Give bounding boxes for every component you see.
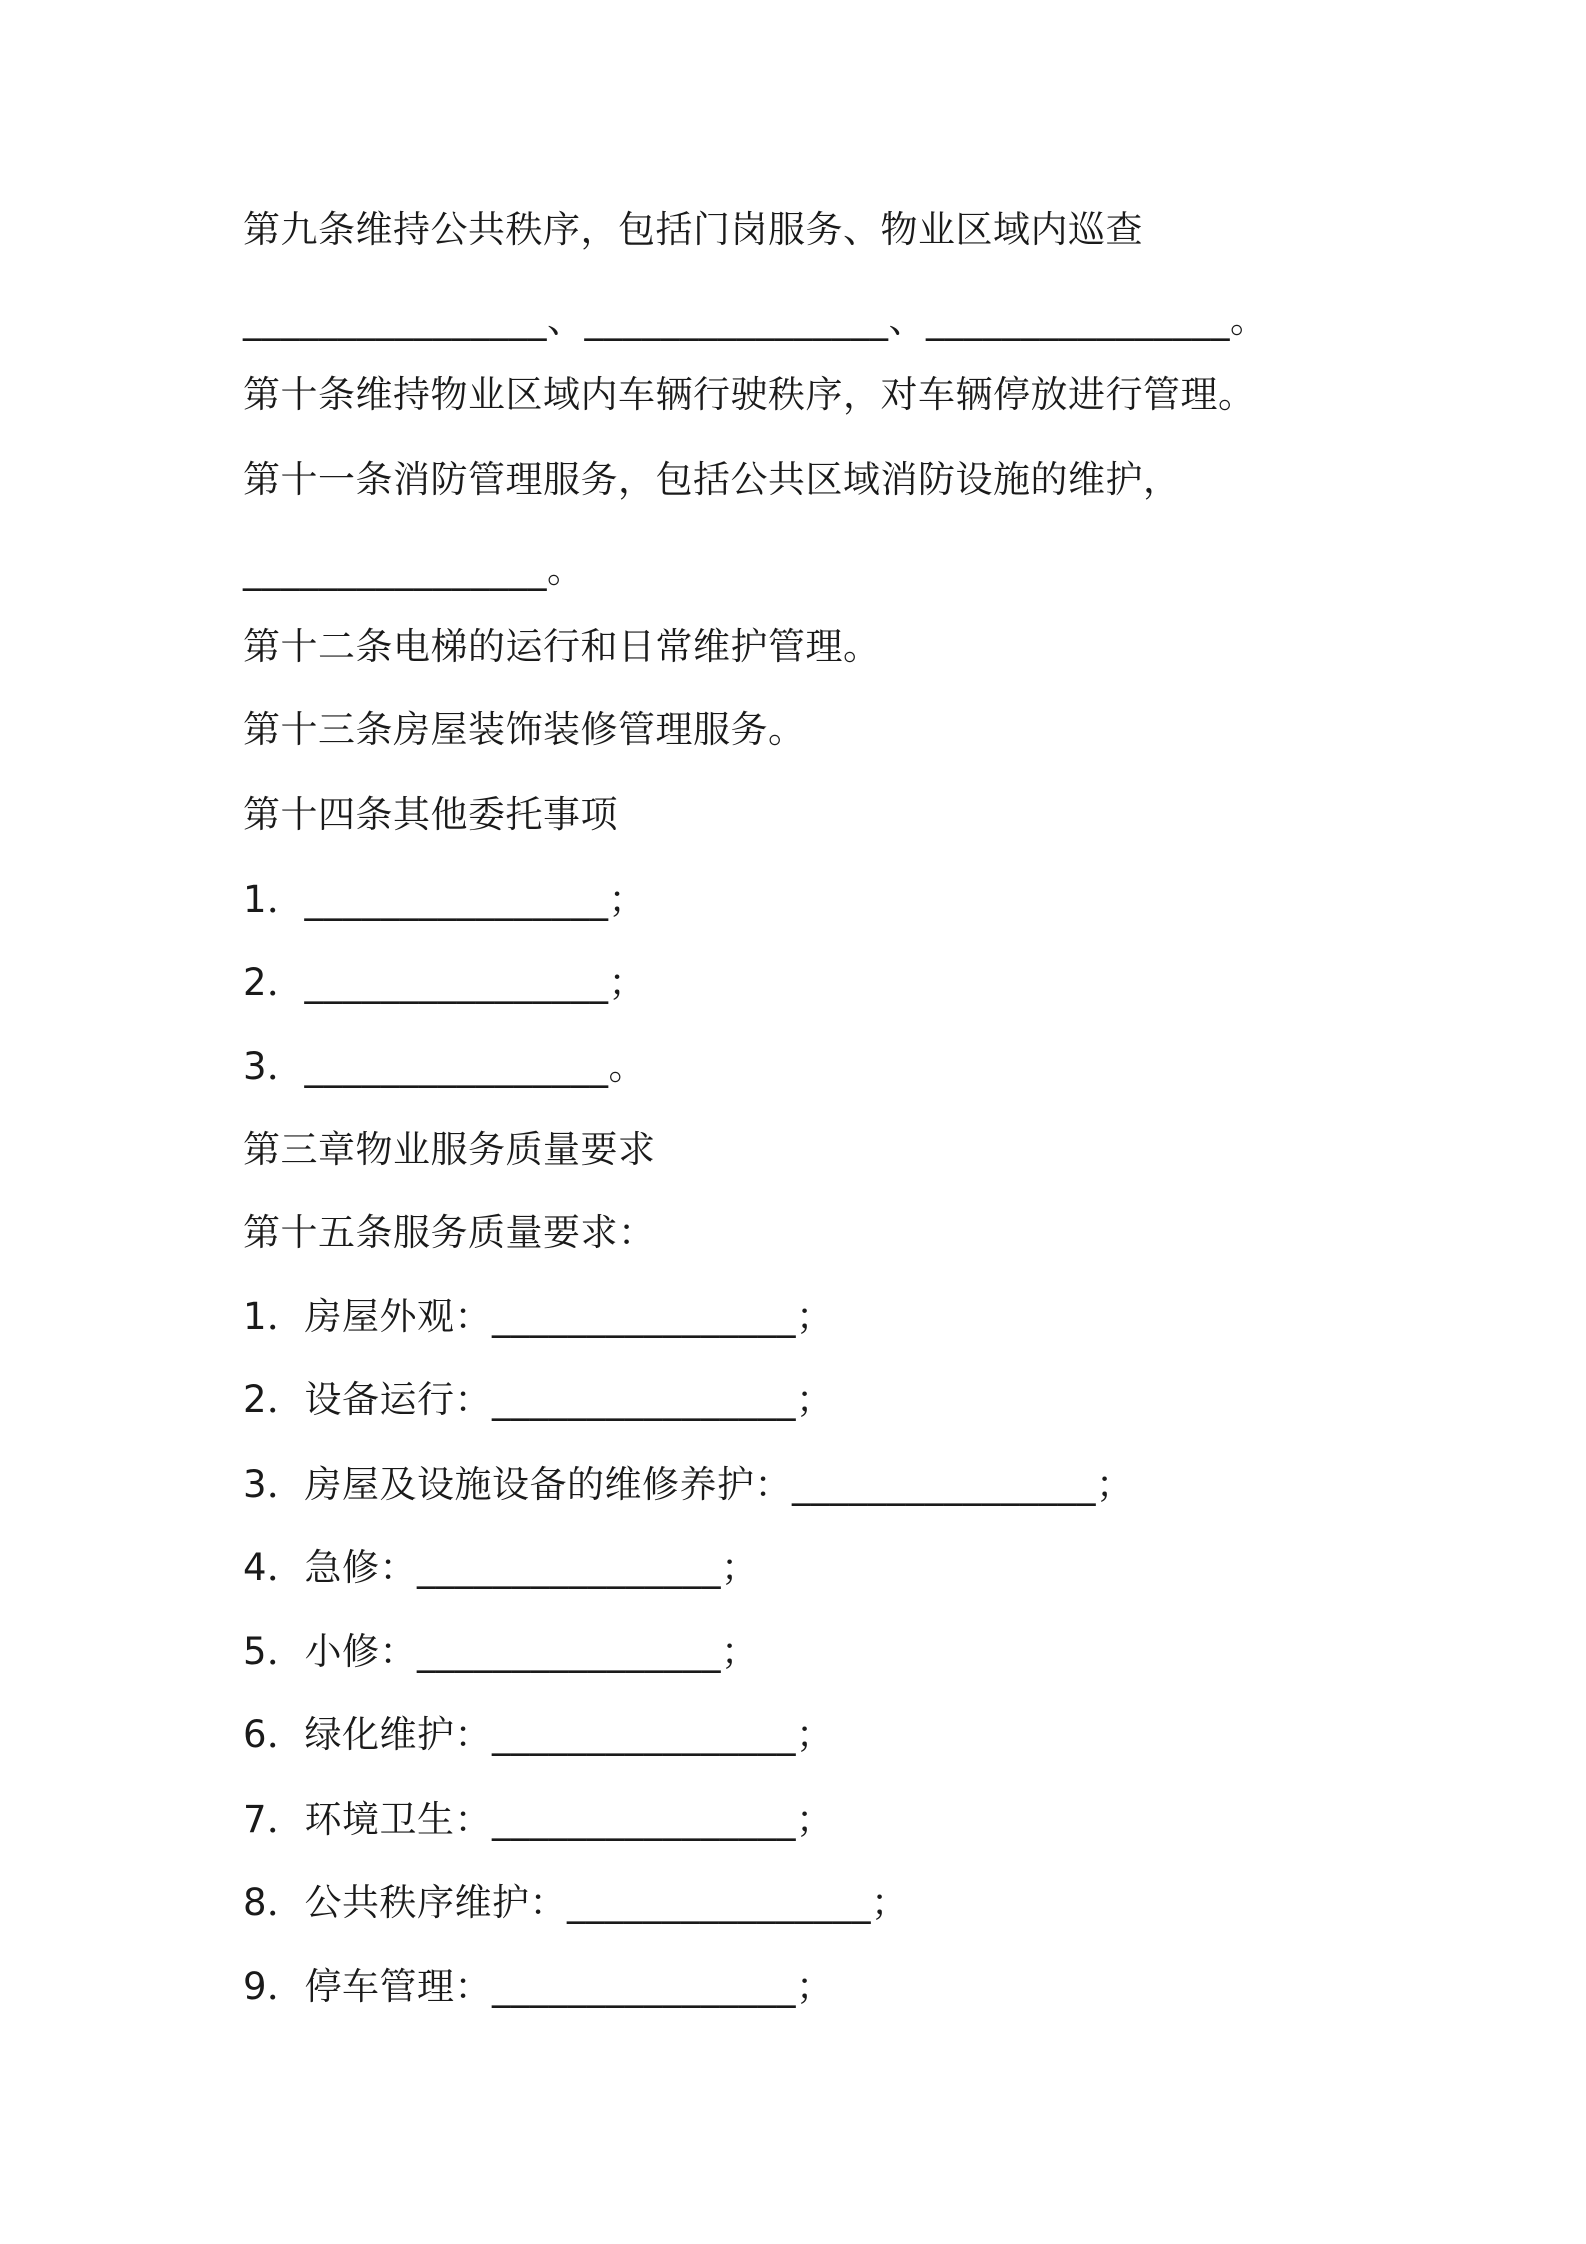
quality-item-5: 5．小修：________________； — [243, 1630, 759, 1673]
quality-item-9: 9．停车管理：________________； — [243, 1965, 834, 2008]
quality-item-7: 7．环境卫生：________________； — [243, 1798, 834, 1841]
quality-item-4: 4．急修：________________； — [243, 1546, 759, 1589]
article-14-item-3: 3．________________。 — [243, 1045, 647, 1088]
quality-item-2: 2．设备运行：________________； — [243, 1378, 834, 1421]
quality-item-3: 3．房屋及设施设备的维修养护：________________； — [243, 1463, 1134, 1506]
article-13-line: 第十三条房屋装饰装修管理服务。 — [243, 708, 806, 751]
article-11-blank-line: ________________。 — [243, 548, 585, 591]
article-11-line-1: 第十一条消防管理服务，包括公共区域消防设施的维护， — [243, 458, 1181, 501]
chapter-3-heading: 第三章物业服务质量要求 — [243, 1128, 656, 1171]
quality-item-8: 8．公共秩序维护：________________； — [243, 1881, 909, 1924]
article-10-line: 第十条维持物业区域内车辆行驶秩序，对车辆停放进行管理。 — [243, 373, 1256, 416]
quality-item-1: 1．房屋外观：________________； — [243, 1295, 834, 1338]
article-15-heading: 第十五条服务质量要求： — [243, 1211, 656, 1254]
article-14-heading: 第十四条其他委托事项 — [243, 793, 618, 836]
article-9-blanks-line: ________________、________________、________________。 — [243, 298, 1268, 341]
article-12-line: 第十二条电梯的运行和日常维护管理。 — [243, 625, 881, 668]
article-14-item-2: 2．________________； — [243, 961, 647, 1004]
quality-item-6: 6．绿化维护：________________； — [243, 1713, 834, 1756]
article-9-line-1: 第九条维持公共秩序，包括门岗服务、物业区域内巡查 — [243, 208, 1143, 251]
article-14-item-1: 1．________________； — [243, 878, 647, 921]
